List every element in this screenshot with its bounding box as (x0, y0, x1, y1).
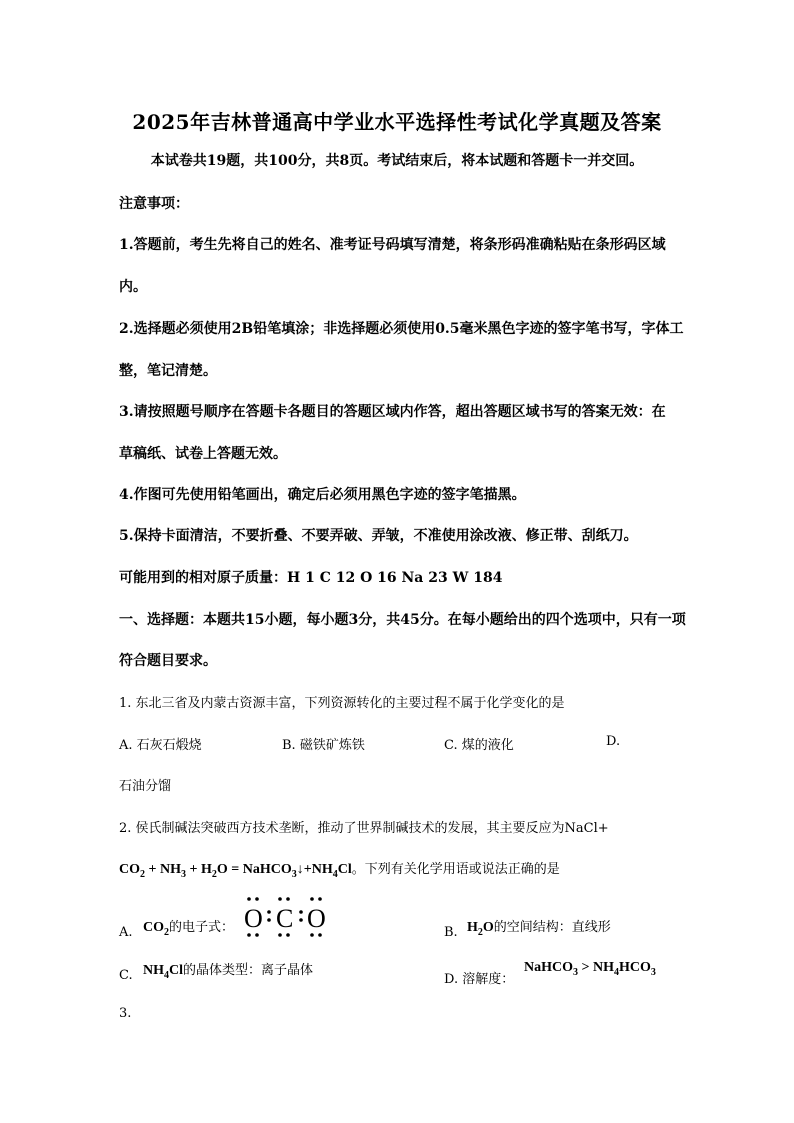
q1-option-a: A. 石灰石煅烧 (119, 738, 202, 753)
notice-3-line-1: 3.请按照题号顺序在答题卡各题目的答题区域内作答，超出答题区域书写的答案无效：在 (119, 404, 666, 420)
reaction-equation: $CO_2 + NH_3 + H_2O$ = $NaHCO_3↓+NH_4Cl$ (119, 862, 352, 880)
intro-line: 本试卷共19题，共100分，共8页。考试结束后，将本试题和答题卡一并交回。 (150, 153, 644, 169)
notice-1-line-1: 1.答题前，考生先将自己的姓名、准考证号码填写清楚，将条形码准确粘贴在条形码区域 (119, 237, 666, 253)
q2-option-b (467, 916, 611, 938)
notice-2-line-1: 2.选择题必须使用2B铅笔填涂；非选择题必须使用0.5毫米黑色字迹的签字笔书写，字体工 (119, 321, 684, 337)
q2-stem: 2. 侯氏制碱法突破西方技术垄断，推动了世界制碱技术的发展，其主要反应为NaCl+ (119, 821, 609, 836)
q2-option-b-text: 的空间结构：直线形 (493, 920, 611, 935)
q2-equation-tail: 。下列有关化学用语或说法正确的是 (351, 862, 560, 877)
q2-option-c (143, 959, 313, 981)
notice-3-line-2: 草稿纸、试卷上答题无效。 (119, 446, 287, 462)
notice-heading: 注意事项： (119, 196, 189, 212)
co2-lewis-structure (243, 895, 333, 939)
notice-5: 5.保持卡面清洁，不要折叠、不要弄破、弄皱，不准使用涂改液、修正带、刮纸刀。 (119, 528, 638, 544)
atomic-mass-line: 可能用到的相对原子质量：H 1 C 12 O 16 Na 23 W 184 (119, 570, 503, 586)
notice-1-line-2: 内。 (119, 279, 147, 295)
q2-option-c-text: 的晶体类型：离子晶体 (183, 963, 314, 978)
section1-line-2: 符合题目要求。 (119, 653, 217, 669)
q2-option-d (524, 960, 656, 978)
svg-text:C: C (276, 904, 294, 933)
formula-co2: $CO_2$ (143, 920, 169, 938)
q1-stem: 1. 东北三省及内蒙古资源丰富，下列资源转化的主要过程不属于化学变化的是 (119, 696, 565, 711)
q1-option-c: C. 煤的液化 (444, 738, 514, 753)
q2-option-a (143, 916, 234, 938)
q2-option-a-text: 的电子式： (169, 920, 235, 935)
q2-option-b-label: B. (444, 925, 458, 940)
q1-option-d-text: 石油分馏 (119, 779, 172, 794)
q2-equation-line (119, 858, 560, 880)
q2-option-d-label: D. 溶解度： (444, 972, 515, 987)
notice-4: 4.作图可先使用铅笔画出，确定后必须用黑色字迹的签字笔描黑。 (119, 487, 526, 503)
svg-text:O: O (244, 904, 263, 933)
q2-option-c-label: C. (119, 968, 133, 983)
q3-number: 3. (119, 1006, 132, 1021)
q1-option-b: B. 磁铁矿炼铁 (282, 738, 365, 753)
page-title: 2025年吉林普通高中学业水平选择性考试化学真题及答案 (132, 110, 662, 134)
formula-h2o: $H_2O$ (467, 920, 494, 938)
q2-option-a-label: A. (119, 925, 133, 940)
section1-line-1: 一、选择题：本题共15小题，每小题3分，共45分。在每小题给出的四个选项中，只有一项 (119, 612, 686, 628)
formula-nh4cl: $NH_4Cl$ (143, 963, 183, 981)
notice-2-line-2: 整，笔记清楚。 (119, 363, 217, 379)
svg-text:O: O (307, 904, 326, 933)
solubility-comparison: NaHCO$_3$ > $NH_4HCO_3$ (524, 960, 656, 978)
q1-option-d: D. (606, 734, 621, 749)
